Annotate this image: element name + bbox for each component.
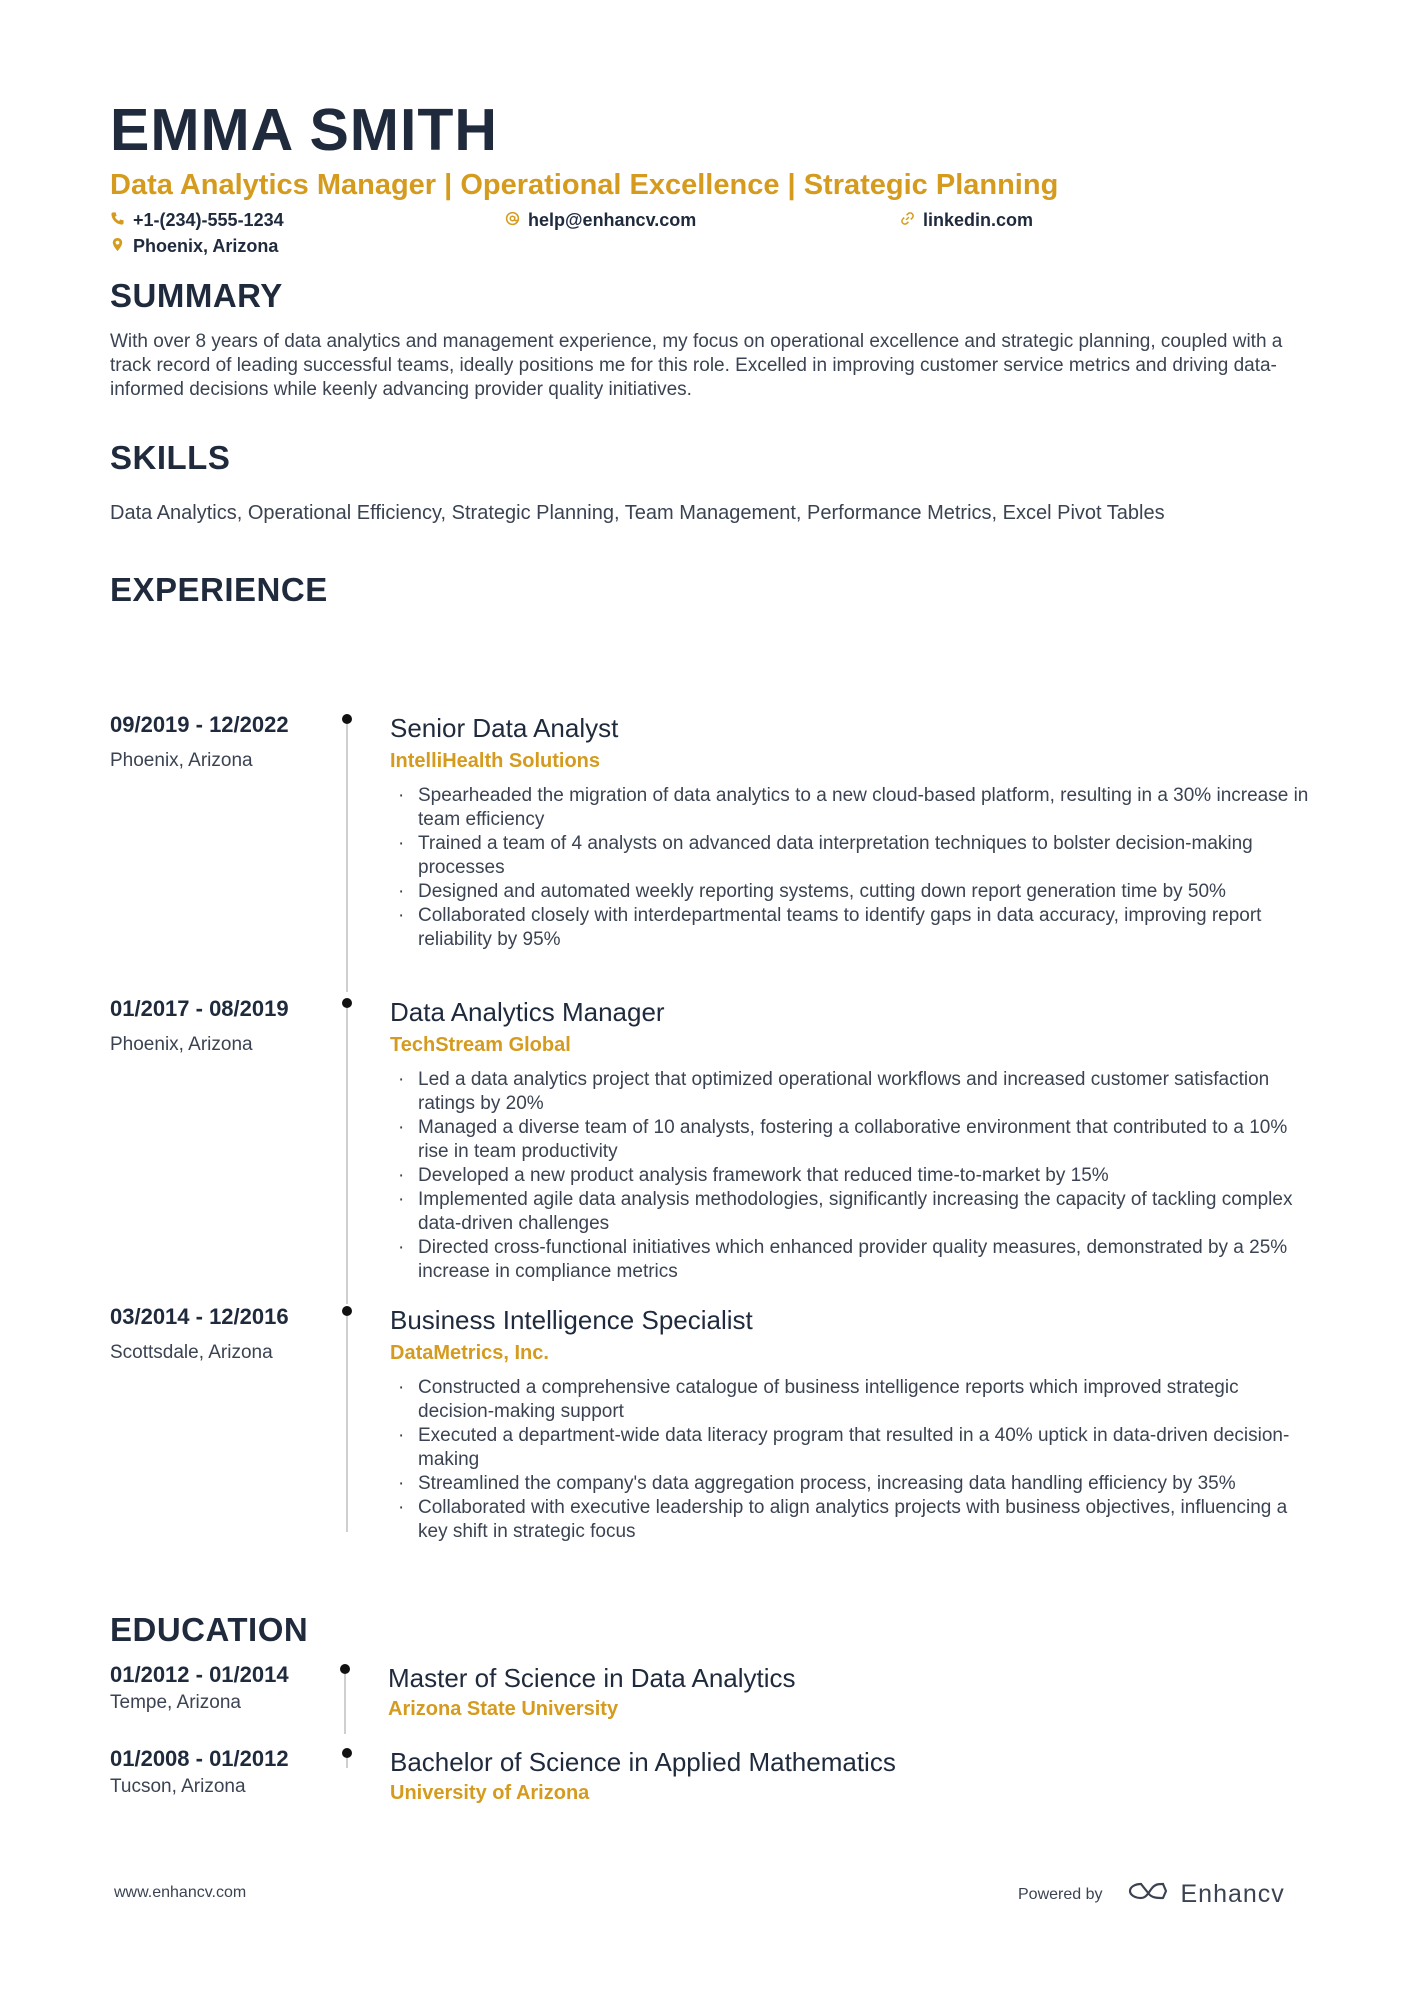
timeline-dot [340,1664,350,1674]
location-pin-icon [110,236,125,257]
timeline-dot [342,1748,352,1758]
achievement-item: · Collaborated closely with interdepartmental teams to identify gaps in data accuracy, improving report reliability by 95% [390,904,1310,952]
company-name: TechStream Global [390,1034,571,1056]
education-title: EDUCATION [110,1611,309,1648]
skills-list: Data Analytics, Operational Efficiency, Strategic Planning, Team Management, Performance Metrics, Excel Pivot Tables [110,502,1165,524]
entry-location: Phoenix, Arizona [110,1034,253,1055]
skills-section [110,438,1165,525]
timeline-line [346,1316,348,1532]
school-name: University of Arizona [390,1782,590,1804]
achievement-item: · Streamlined the company's data aggregation process, increasing data handling efficiency by 35% [390,1472,1310,1496]
phone-icon [110,210,125,231]
contact-email[interactable] [505,210,696,231]
link-icon [900,210,915,231]
skills-title: SKILLS [110,439,231,476]
footer-website[interactable]: www.enhancv.com [114,1884,247,1901]
contact-info [110,210,1310,264]
at-sign-icon [505,210,520,231]
experience-title: EXPERIENCE [110,571,328,608]
summary-section [110,276,1310,402]
entry-body [390,996,1310,1284]
achievement-item: · Implemented agile data analysis methodologies, significantly increasing the capacity of tackling complex data-driven challenges [390,1188,1310,1236]
timeline-line [346,1008,348,1304]
contact-location [110,236,278,257]
timeline-dot [342,1306,352,1316]
enhancv-logo-icon [1125,1878,1171,1911]
education-section [110,1610,1310,1804]
entry-location: Phoenix, Arizona [110,750,253,771]
achievement-item: · Directed cross-functional initiatives which enhanced provider quality measures, demonstrated by a 25% increase in compliance metrics [390,1236,1310,1284]
job-title: Data Analytics Manager [390,997,665,1027]
entry-dates: 03/2014 - 12/2016 [110,1304,289,1329]
job-title: Senior Data Analyst [390,713,619,743]
achievement-item: · Spearheaded the migration of data analytics to a new cloud-based platform, resulting in a 30% increase in team efficiency [390,784,1310,832]
experience-entry [110,996,1310,1296]
achievement-item: · Constructed a comprehensive catalogue of business intelligence reports which improved strategic decision-making support [390,1376,1310,1424]
school-name: Arizona State University [388,1698,619,1720]
entry-dates: 01/2008 - 01/2012 [110,1746,289,1771]
job-title: Business Intelligence Specialist [390,1305,753,1335]
entry-body [388,1662,1308,1722]
achievement-item: · Led a data analytics project that optimized operational workflows and increased customer satisfaction ratings by 20% [390,1068,1310,1116]
achievement-item: · Designed and automated weekly reporting systems, cutting down report generation time by 50% [390,880,1310,904]
entry-location: Tempe, Arizona [110,1692,241,1713]
entry-body [390,712,1310,952]
experience-entry [110,712,1310,992]
phone-number: +1-(234)-555-1234 [133,210,284,230]
achievement-item: · Trained a team of 4 analysts on advanced data interpretation techniques to bolster decision-making processes [390,832,1310,880]
degree-title: Bachelor of Science in Applied Mathematics [390,1747,896,1777]
achievement-item: · Managed a diverse team of 10 analysts, fostering a collaborative environment that contributed to a 10% rise in team productivity [390,1116,1310,1164]
company-name: IntelliHealth Solutions [390,750,601,772]
candidate-name: EMMA SMITH [110,97,498,163]
entry-body [390,1304,1310,1544]
timeline-line [346,724,348,992]
entry-dates: 01/2012 - 01/2014 [110,1662,289,1687]
headline: Data Analytics Manager | Operational Excellence | Strategic Planning [110,169,1059,201]
powered-by-label: Powered by [1018,1885,1103,1903]
degree-title: Master of Science in Data Analytics [388,1663,796,1693]
timeline-line [346,1758,348,1768]
linkedin-url: linkedin.com [923,210,1034,230]
entry-dates: 09/2019 - 12/2022 [110,712,289,737]
entry-body [390,1746,1310,1806]
timeline-dot [342,714,352,724]
achievement-item: · Developed a new product analysis framework that reduced time-to-market by 15% [390,1164,1310,1188]
education-entry [110,1746,1310,1826]
achievement-list [390,1376,1310,1544]
timeline-line [344,1674,346,1734]
achievement-list [390,784,1310,952]
summary-title: SUMMARY [110,277,283,314]
entry-location: Tucson, Arizona [110,1776,246,1797]
enhancv-logo[interactable] [1125,1878,1285,1911]
email-address: help@enhancv.com [528,210,697,230]
achievement-item: · Executed a department-wide data literacy program that resulted in a 40% uptick in data-driven decision-making [390,1424,1310,1472]
experience-entry [110,1304,1310,1564]
company-name: DataMetrics, Inc. [390,1342,549,1364]
resume-page [110,96,1310,1804]
contact-linkedin[interactable] [900,210,1033,231]
brand-name: Enhancv [1180,1880,1285,1908]
contact-phone[interactable] [110,210,284,231]
achievement-list [390,1068,1310,1284]
entry-dates: 01/2017 - 08/2019 [110,996,289,1021]
achievement-item: · Collaborated with executive leadership to align analytics projects with business objectives, influencing a key shift in strategic focus [390,1496,1310,1544]
footer-powered-by [1018,1878,1285,1911]
entry-location: Scottsdale, Arizona [110,1342,273,1363]
summary-text: With over 8 years of data analytics and management experience, my focus on operational excellence and strategic planning, coupled with a track record of leading successful teams, ideally positions me for this role. Excelled in improving customer service metrics and driving data-informed decisions while keenly advancing provider quality initiatives. [110,331,1283,400]
location-text: Phoenix, Arizona [133,236,279,256]
education-entry [110,1662,1310,1742]
experience-section [110,570,1310,1542]
timeline-dot [342,998,352,1008]
